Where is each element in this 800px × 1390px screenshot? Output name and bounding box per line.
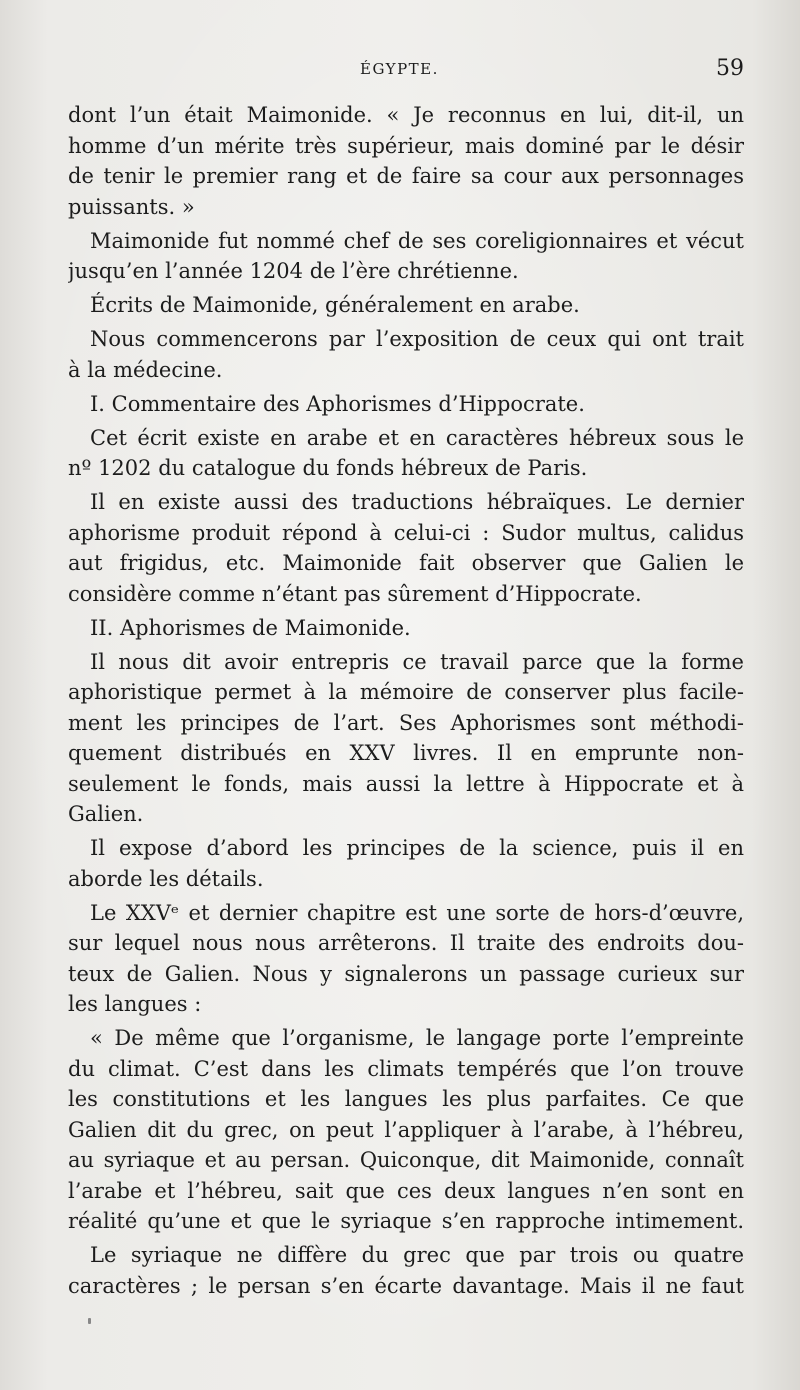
text-line: Il nous dit avoir entrepris ce travail parce que la forme	[90, 649, 744, 674]
running-head	[0, 56, 800, 84]
text-line: Le XXVᵉ et dernier chapitre est une sorte de hors-d’œuvre,	[90, 900, 744, 925]
text-line: réalité qu’une et que le syriaque s’en rapproche intimement.	[68, 1209, 744, 1233]
print-speck	[88, 1318, 91, 1324]
text-line: du climat. C’est dans les climats tempérés que l’on trouve	[68, 1056, 744, 1081]
text-line: caractères ; le persan s’en écarte davantage. Mais il ne faut	[68, 1273, 744, 1298]
text-line: de tenir le premier rang et de faire sa cour aux personnages	[68, 164, 744, 188]
text-line: au syriaque et au persan. Quiconque, dit Maimonide, connaît	[68, 1148, 744, 1172]
text-line: homme d’un mérite très supérieur, mais dominé par le désir	[68, 133, 744, 158]
text-line: ment les principes de l’art. Ses Aphorismes sont méthodi-	[68, 710, 744, 735]
text-line: dont l’un était Maimonide. « Je reconnus en lui, dit-il, un	[68, 103, 744, 127]
text-line: II. Aphorismes de Maimonide.	[90, 615, 411, 640]
text-line: les langues :	[68, 992, 202, 1016]
text-line: « De même que l’organisme, le langage porte l’empreinte	[90, 1026, 744, 1050]
text-line: Nous commencerons par l’exposition de ceux qui ont trait	[90, 327, 744, 351]
text-line: Cet écrit existe en arabe et en caractères hébreux sous le	[90, 425, 744, 450]
text-line: teux de Galien. Nous y signalerons un passage curieux sur	[68, 961, 744, 986]
text-line: à la médecine.	[68, 357, 223, 382]
text-line: l’arabe et l’hébreu, sait que ces deux langues n’en sont en	[68, 1178, 744, 1203]
text-line: aphorisme produit répond à celui-ci : Sudor multus, calidus	[68, 520, 744, 545]
text-line: Le syriaque ne diffère du grec que par trois ou quatre	[90, 1243, 744, 1267]
text-line: seulement le fonds, mais aussi la lettre à Hippocrate et à	[68, 771, 744, 796]
body-text	[68, 100, 744, 1301]
text-line: Il expose d’abord les principes de la science, puis il en	[90, 836, 744, 860]
text-line: aut frigidus, etc. Maimonide fait observer que Galien le	[68, 551, 744, 575]
page-number: 59	[716, 56, 744, 81]
text-line: considère comme n’étant pas sûrement d’Hippocrate.	[68, 581, 642, 606]
text-line: puissants. »	[68, 194, 195, 219]
text-line: Galien dit du grec, on peut l’appliquer à l’arabe, à l’hébreu,	[68, 1117, 744, 1142]
text-line: Galien.	[68, 802, 144, 826]
text-line: Écrits de Maimonide, généralement en arabe.	[90, 293, 580, 317]
text-line: I. Commentaire des Aphorismes d’Hippocrate.	[90, 391, 585, 416]
text-line: jusqu’en l’année 1204 de l’ère chrétienne.	[68, 259, 519, 283]
running-head-title: ÉGYPTE.	[360, 60, 439, 78]
text-line: nº 1202 du catalogue du fonds hébreux de Paris.	[68, 456, 588, 480]
text-line: quement distribués en XXV livres. Il en emprunte non-	[68, 741, 744, 765]
text-line: Maimonide fut nommé chef de ses coreligionnaires et vécut	[90, 228, 744, 253]
text-line: Il en existe aussi des traductions hébraïques. Le dernier	[90, 490, 744, 514]
text-line: sur lequel nous nous arrêterons. Il traite des endroits dou-	[68, 931, 744, 955]
text-line: aphoristique permet à la mémoire de conserver plus facile-	[68, 680, 744, 704]
text-line: aborde les détails.	[68, 866, 264, 891]
text-line: les constitutions et les langues les plus parfaites. Ce que	[68, 1087, 744, 1111]
